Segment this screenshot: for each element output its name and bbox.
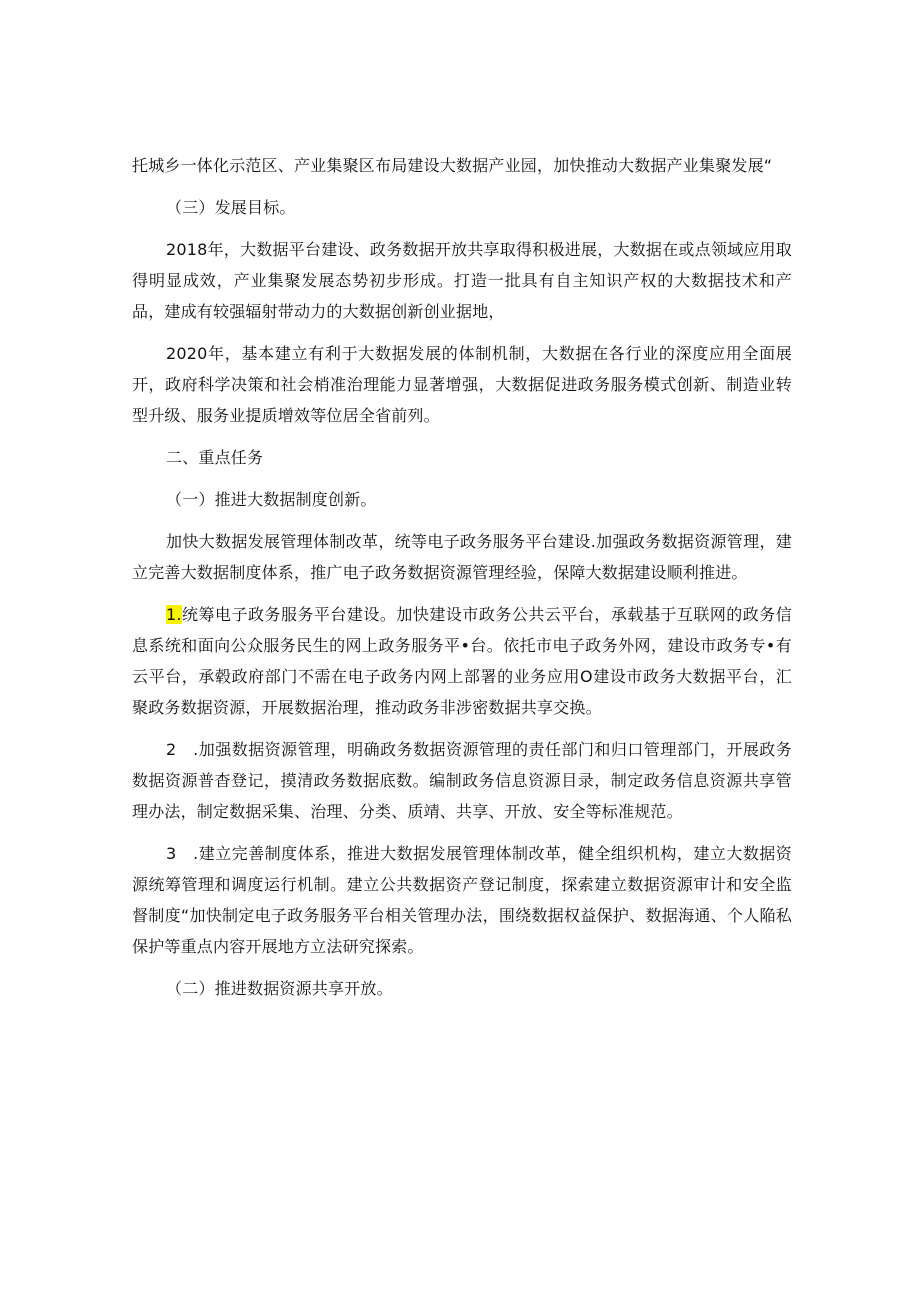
body-paragraph-system-innovation: 加快大数据发展管理体制改革，统等电子政务服务平台建设.加强政务数据资源管理，建立完善大数据制度体系，推广电子政务数据资源管理经验，保障大数据建设顺利推进。 [132,532,792,582]
heading-development-goals: （三）发展目标。 [166,198,296,217]
body-paragraph-item-1 [132,599,792,723]
body-paragraph-2018-goals: 2018年，大数据平台建设、政务数据开放共享取得积极进展，大数据在或点领域应用取得明显成效，产业集聚发展态势初步形成。打造一批具有自主知识产权的大数据技术和产品，建成有较强辐射带动力的大数据创新创业据地， [132,240,792,321]
body-paragraph-item-2: 2 .加强数据资源管理，明确政务数据资源管理的责任部门和归口管理部门，开展政务数据资源普杳登记，摸清政务数据底数。编制政务信息资源目录，制定政务信息资源共享管理办法，制定数据采集、治理、分类、质靖、共享、开放、安全等标准规范。 [132,740,792,821]
heading-data-sharing: （二）推进数据资源共享开放。 [166,979,393,998]
body-paragraph-continuation: 托城乡一体化示范区、产业集聚区布局建设大数据产业园，加快推动大数据产业集聚发展“ [132,156,773,175]
highlighted-item-number: 1. [166,605,182,624]
heading-system-innovation: （一）推进大数据制度创新。 [166,490,377,509]
body-paragraph-item-3: 3 .建立完善制度体系，推进大数据发展管理体制改革，健全组织机构，建立大数据资源统筹管理和调度运行机制。建立公共数据资产登记制度，探索建立数据资源审计和安全监督制度“加快制定电子政务服务平台相关管理办法，围绕数据权益保护、数据海通、个人陥私保护等重点内容开展地方立法研究探索。 [132,844,792,956]
body-paragraph-2020-goals: 2020年，基本建立有利于大数据发展的体制机制，大数据在各行业的深度应用全面展开，政府科学决策和社会梢准治理能力显著增强，大数据促进政务服务模式创新、制造业转型升级、服务业提质增效等位居全省前列。 [132,344,792,425]
document-page [132,150,792,1015]
heading-key-tasks: 二、重点任务 [166,448,264,467]
item-1-text: 统筹电子政务服务平台建设。加快建设市政务公共云平台，承载基于互联网的政务信息系统和面向公众服务民生的网上政务服务平•台。依托市电子政务外网，建设市政务专•有云平台，承毂政府部门不需在电子政务内网上部署的业务应用O建设市政务大数据平台，汇聚政务数据资源，开展数据治理，推动政务非涉密数据共享交换。 [132,605,792,717]
